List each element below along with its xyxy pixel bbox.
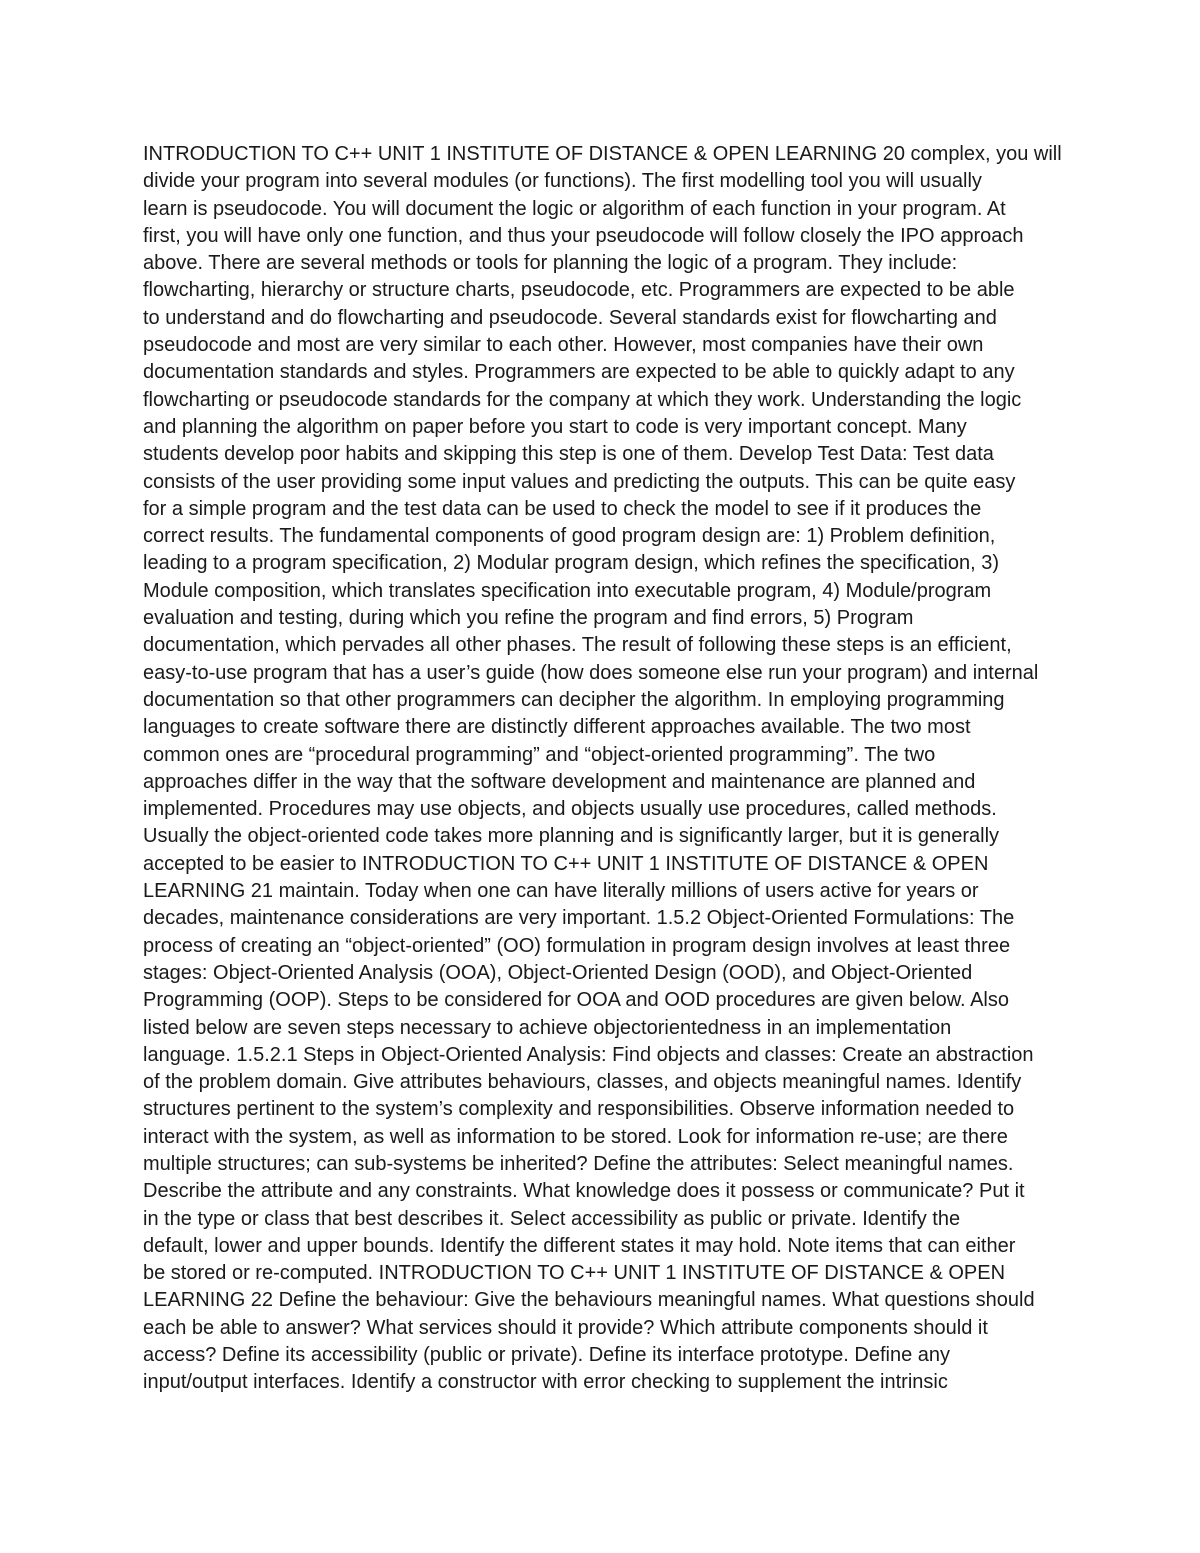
- text-line: in the type or class that best describes it. Select accessibility as public or private. Identify the: [143, 1207, 961, 1230]
- text-line: easy-to-use program that has a user’s guide (how does someone else run your program) and internal: [143, 661, 1039, 684]
- text-line: for a simple program and the test data can be used to check the model to see if it produces the: [143, 497, 982, 520]
- text-line: listed below are seven steps necessary to achieve objectorientedness in an implementation: [143, 1016, 952, 1039]
- text-line: divide your program into several modules (or functions). The first modelling tool you will usually: [143, 170, 982, 193]
- text-line: Module composition, which translates specification into executable program, 4) Module/program: [143, 579, 992, 602]
- text-line: Usually the object-oriented code takes more planning and is significantly larger, but it is generally: [143, 825, 1000, 848]
- text-line: languages to create software there are distinctly different approaches available. The two most: [143, 716, 971, 739]
- text-line: default, lower and upper bounds. Identify the different states it may hold. Note items that can either: [143, 1234, 1016, 1257]
- text-line: above. There are several methods or tools for planning the logic of a program. They include:: [143, 252, 958, 275]
- text-line: flowcharting or pseudocode standards for the company at which they work. Understanding the logic: [143, 388, 1022, 411]
- text-line: language. 1.5.2.1 Steps in Object-Oriented Analysis: Find objects and classes: Create an abstraction: [143, 1043, 1034, 1066]
- text-line: documentation so that other programmers can decipher the algorithm. In employing programming: [143, 688, 1005, 711]
- text-line: leading to a program specification, 2) Modular program design, which refines the specification, 3): [143, 552, 999, 575]
- text-line: LEARNING 22 Define the behaviour: Give the behaviours meaningful names. What questions should: [143, 1289, 1035, 1312]
- text-line: first, you will have only one function, and thus your pseudocode will follow closely the IPO approach: [143, 224, 1024, 247]
- text-line: accepted to be easier to INTRODUCTION TO C++ UNIT 1 INSTITUTE OF DISTANCE & OPEN: [143, 852, 989, 875]
- text-line: stages: Object-Oriented Analysis (OOA), Object-Oriented Design (OOD), and Object-Oriented: [143, 961, 973, 984]
- body-text: [143, 141, 1063, 1424]
- text-line: correct results. The fundamental components of good program design are: 1) Problem definition,: [143, 525, 996, 548]
- text-line: approaches differ in the way that the software development and maintenance are planned and: [143, 770, 976, 793]
- text-line: implemented. Procedures may use objects, and objects usually use procedures, called methods.: [143, 798, 997, 821]
- text-line: Describe the attribute and any constraints. What knowledge does it possess or communicate? Put it: [143, 1180, 1025, 1203]
- text-line: consists of the user providing some input values and predicting the outputs. This can be quite easy: [143, 470, 1016, 493]
- text-line: multiple structures; can sub-systems be inherited? Define the attributes: Select meaningful names.: [143, 1152, 1014, 1175]
- text-line: process of creating an “object-oriented” (OO) formulation in program design involves at least three: [143, 934, 1011, 957]
- text-line: evaluation and testing, during which you refine the program and find errors, 5) Program: [143, 607, 914, 630]
- text-line: learn is pseudocode. You will document the logic or algorithm of each function in your program. At: [143, 197, 1006, 220]
- text-line: to understand and do flowcharting and pseudocode. Several standards exist for flowcharting and: [143, 306, 997, 329]
- text-line: each be able to answer? What services should it provide? Which attribute components should it: [143, 1316, 988, 1339]
- text-line: structures pertinent to the system’s complexity and responsibilities. Observe information needed to: [143, 1098, 1015, 1121]
- text-line: decades, maintenance considerations are very important. 1.5.2 Object-Oriented Formulations: The: [143, 907, 1015, 930]
- text-line: LEARNING 21 maintain. Today when one can have literally millions of users active for years or: [143, 880, 979, 903]
- text-line: pseudocode and most are very similar to each other. However, most companies have their own: [143, 334, 984, 357]
- text-line: input/output interfaces. Identify a constructor with error checking to supplement the intrinsic: [143, 1371, 948, 1394]
- text-line: flowcharting, hierarchy or structure charts, pseudocode, etc. Programmers are expected to be able: [143, 279, 1015, 302]
- text-line: of the problem domain. Give attributes behaviours, classes, and objects meaningful names. Identify: [143, 1071, 1022, 1094]
- text-line: Programming (OOP). Steps to be considered for OOA and OOD procedures are given below. Also: [143, 989, 1009, 1012]
- text-line: INTRODUCTION TO C++ UNIT 1 INSTITUTE OF DISTANCE & OPEN LEARNING 20 complex, you will: [143, 143, 1062, 165]
- text-line: access? Define its accessibility (public or private). Define its interface prototype. Define any: [143, 1344, 951, 1367]
- text-line: common ones are “procedural programming” and “object-oriented programming”. The two: [143, 743, 936, 766]
- text-line: be stored or re-computed. INTRODUCTION TO C++ UNIT 1 INSTITUTE OF DISTANCE & OPEN: [143, 1262, 1006, 1285]
- text-line: documentation, which pervades all other phases. The result of following these steps is an efficient,: [143, 634, 1012, 657]
- text-line: documentation standards and styles. Programmers are expected to be able to quickly adapt to any: [143, 361, 1015, 384]
- text-line: students develop poor habits and skipping this step is one of them. Develop Test Data: Test data: [143, 443, 994, 466]
- text-line: interact with the system, as well as information to be stored. Look for information re-use; are there: [143, 1125, 1008, 1148]
- text-line: and planning the algorithm on paper before you start to code is very important concept. Many: [143, 415, 967, 438]
- text-line: [143, 1397, 1063, 1424]
